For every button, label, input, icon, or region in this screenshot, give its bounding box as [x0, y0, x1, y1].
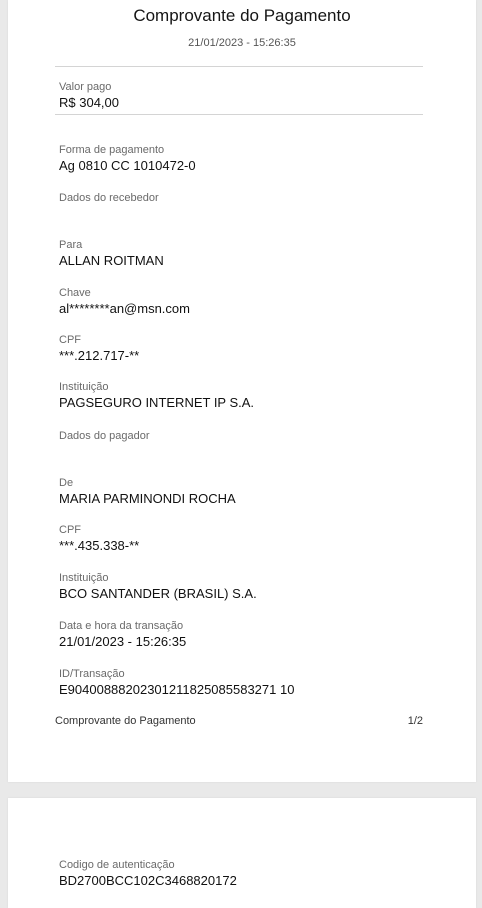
receipt-page-1	[8, 0, 476, 782]
payment-method-value: Ag 0810 CC 1010472-0	[59, 158, 196, 173]
page-title: Comprovante do Pagamento	[133, 6, 351, 25]
amount-field	[59, 81, 119, 111]
recipient-section-label: Dados do recebedor	[59, 192, 159, 204]
recipient-institution-label: Instituição	[59, 381, 109, 393]
recipient-institution-value: PAGSEGURO INTERNET IP S.A.	[59, 395, 255, 410]
recipient-key-label: Chave	[59, 287, 91, 299]
transaction-id-value: E90400888202301211825085583271 10	[59, 682, 295, 697]
amount-value: R$ 304,00	[59, 95, 119, 110]
payment-method-label: Forma de pagamento	[59, 144, 165, 156]
recipient-cpf-label: CPF	[59, 334, 81, 346]
header-datetime: 21/01/2023 - 15:26:35	[188, 37, 296, 49]
payer-institution-value: BCO SANTANDER (BRASIL) S.A.	[59, 586, 257, 601]
recipient-key-field	[59, 287, 190, 317]
payer-cpf-label: CPF	[59, 524, 81, 536]
recipient-institution-field	[59, 381, 254, 411]
divider	[55, 66, 423, 67]
transaction-id-label: ID/Transação	[59, 668, 125, 680]
recipient-name-field	[59, 239, 164, 269]
recipient-cpf-field	[59, 334, 139, 364]
page-number: 1/2	[407, 715, 423, 727]
payer-section-label: Dados do pagador	[59, 430, 150, 442]
transaction-datetime-value: 21/01/2023 - 15:26:35	[59, 634, 187, 649]
auth-code-field	[59, 859, 237, 889]
amount-label: Valor pago	[59, 81, 112, 93]
payer-name-label: De	[59, 477, 74, 489]
auth-code-value: BD2700BCC102C3468820172	[59, 873, 237, 888]
recipient-cpf-value: ***.212.717-**	[59, 348, 140, 363]
payer-cpf-field	[59, 524, 139, 554]
recipient-name-value: ALLAN ROITMAN	[59, 253, 164, 268]
recipient-key-value: al********an@msn.com	[59, 301, 190, 316]
transaction-id-field	[59, 668, 294, 698]
divider	[55, 114, 423, 115]
payer-name-field	[59, 477, 236, 507]
payer-name-value: MARIA PARMINONDI ROCHA	[59, 491, 236, 506]
payer-institution-label: Instituição	[59, 572, 109, 584]
transaction-datetime-label: Data e hora da transação	[59, 620, 184, 632]
receipt-page-2	[8, 798, 476, 908]
transaction-datetime-field	[59, 620, 186, 650]
recipient-name-label: Para	[59, 239, 83, 251]
payment-method-field	[59, 144, 196, 174]
auth-code-label: Codigo de autenticação	[59, 859, 175, 871]
payer-cpf-value: ***.435.338-**	[59, 538, 140, 553]
footer-title: Comprovante do Pagamento	[55, 715, 196, 727]
payer-institution-field	[59, 572, 257, 602]
